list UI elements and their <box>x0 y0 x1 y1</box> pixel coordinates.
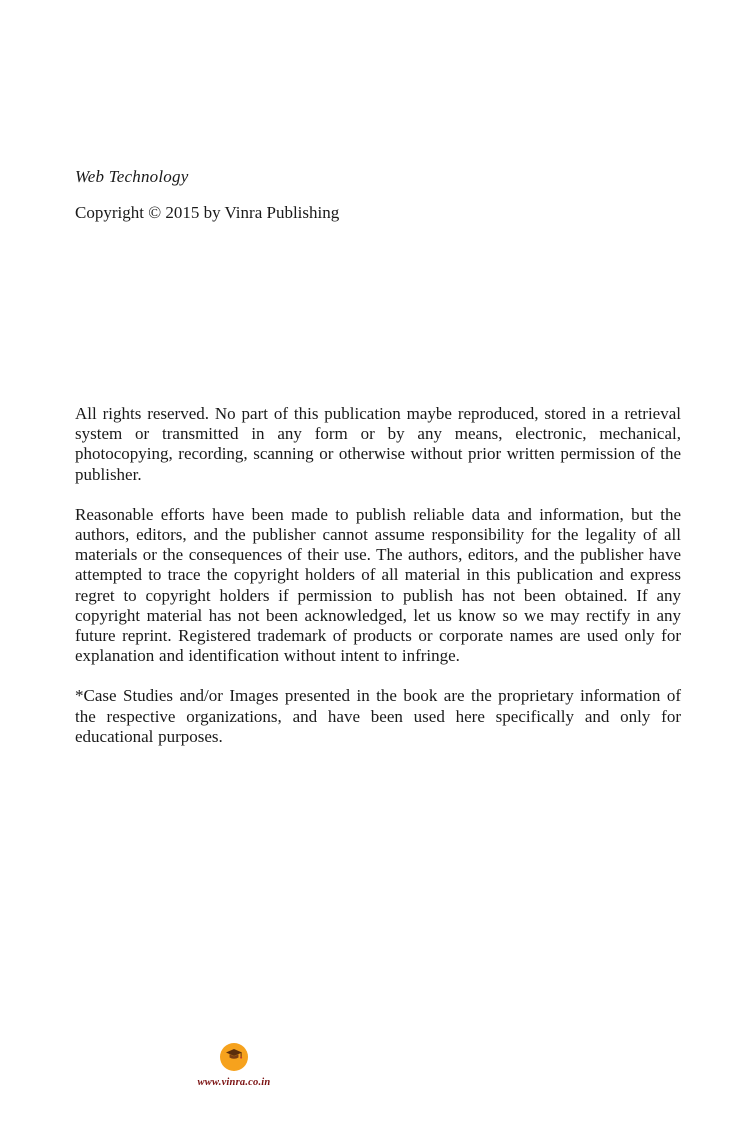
disclaimer-paragraph: Reasonable efforts have been made to publish reliable data and information, but the authors, editors, and the publisher cannot assume responsibility for the legality of all materials or the consequences of their use. The authors, editors, and the publisher have attempted to trace the copyright holders of all material in this publication and express regret to copyright holders if permission to publish has not been obtained. If any copyright material has not been acknowledged, let us know so we may rectify in any future reprint. Registered trademark of products or corporate names are used only for explanation and identification without intent to infringe. <box>75 504 681 666</box>
book-title: Web Technology <box>75 167 189 186</box>
graduation-cap-icon <box>225 1047 243 1068</box>
publisher-website: www.vinra.co.in <box>197 1077 271 1088</box>
rights-paragraph: All rights reserved. No part of this publication maybe reproduced, stored in a retrieval system or transmitted in any form or by any means, electronic, mechanical, photocopying, recording, scanning or otherwise without prior written permission of the publisher. <box>75 404 681 484</box>
publisher-logo <box>220 1043 248 1071</box>
copyright-page <box>75 0 681 1140</box>
publisher-footer <box>195 1043 273 1088</box>
copyright-line: Copyright © 2015 by Vinra Publishing <box>75 203 340 222</box>
legal-text-block <box>75 404 681 767</box>
case-studies-paragraph: *Case Studies and/or Images presented in the book are the proprietary information of the respective organizations, and have been used here specifically and only for educational purposes. <box>75 686 681 746</box>
